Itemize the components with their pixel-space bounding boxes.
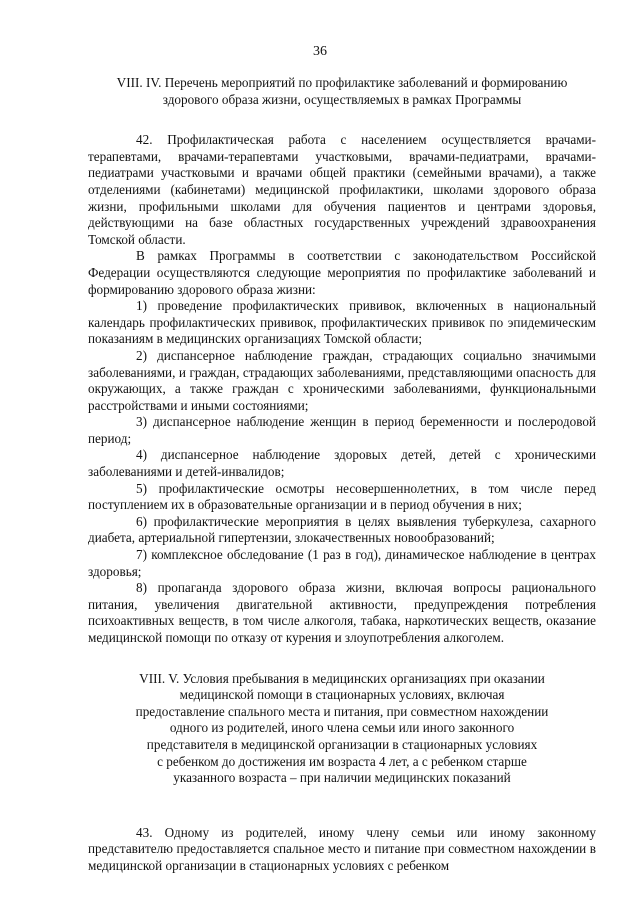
list-item-8: 8) пропаганда здорового образа жизни, включая вопросы рационального питания, увеличения двигательной активности, предупреждения потребления психоактивных веществ, в том числе алкоголя, табака, наркотических веществ, оказание медицинской помощи по отказу от курения и злоупотребления алкоголем. (88, 580, 596, 645)
spacer (88, 108, 596, 132)
list-item-3: 3) диспансерное наблюдение женщин в период беременности и послеродовой период; (88, 414, 596, 446)
heading-line: с ребенком до достижения им возраста 4 лет, а с ребенком старше (157, 753, 527, 769)
heading-line: здорового образа жизни, осуществляемых в рамках Программы (162, 91, 522, 107)
list-item-2: 2) диспансерное наблюдение граждан, страдающих социально значимыми заболеваниями, и граждан, страдающих заболеваниями, представляющими опасность для окружающих, а также граждан с хроническими заболеваниями, функциональными расстройствами и иными состояниями; (88, 347, 596, 413)
paragraph-43: 43. Одному из родителей, иному члену семьи или иному законному представителю предоставляется спальное место и питание при совместном нахождении в медицинской организации в стационарных условиях с ребенком (88, 824, 596, 873)
heading-line: предоставление спального места и питания, при совместном нахождении (135, 703, 549, 719)
heading-line: указанного возраста – при наличии медицинских показаний (173, 770, 511, 786)
list-item-5: 5) профилактические осмотры несовершеннолетних, в том числе перед поступлением их в образовательные организации и в период обучения в них; (88, 480, 596, 513)
list-item-1: 1) проведение профилактических прививок, включенных в национальный календарь профилактических прививок, профилактических прививок по эпидемическим показаниям в медицинских организациях Томской области; (88, 298, 596, 347)
list-item-6: 6) профилактические мероприятия в целях выявления туберкулеза, сахарного диабета, артериальной гипертензии, злокачественных новообразований; (88, 513, 596, 546)
list-item-7: 7) комплексное обследование (1 раз в год), динамическое наблюдение в центрах здоровья; (88, 547, 596, 579)
paragraph-42: 42. Профилактическая работа с населением осуществляется врачами-терапевтами, врачами-терапевтами участковыми, врачами-педиатрами, врачами-педиатрами участковыми и врачами общей практики (семейными врачами), а также отделениями (кабинетами) медицинской профилактики, школами здорового образа жизни, профильными школами для обучения пациентов и центрами здоровья, действующими на базе областных государственных учреждений здравоохранения Томской области. (88, 132, 596, 247)
heading-line: представителя в медицинской организации в стационарных условиях (146, 736, 538, 752)
section-heading-8-4 (88, 75, 596, 108)
heading-line: VIII. IV. Перечень мероприятий по профилактике заболеваний и формированию (116, 75, 568, 90)
page-content (88, 75, 596, 875)
page-number: 36 (313, 44, 327, 59)
heading-line: медицинской помощи в стационарных условиях, включая (179, 687, 505, 703)
paragraph-intro: В рамках Программы в соответствии с законодательством Российской Федерации осуществляются следующие мероприятия по профилактике заболеваний и формированию здорового образа жизни: (88, 248, 596, 297)
heading-line: VIII. V. Условия пребывания в медицинских организациях при оказании (139, 670, 545, 686)
list-item-4: 4) диспансерное наблюдение здоровых детей, детей с хроническими заболеваниями и детей-инвалидов; (88, 447, 596, 480)
heading-line: одного из родителей, иного члена семьи или иного законного (169, 720, 515, 736)
section-heading-8-5 (88, 671, 596, 787)
spacer (88, 647, 596, 671)
spacer (88, 787, 596, 825)
